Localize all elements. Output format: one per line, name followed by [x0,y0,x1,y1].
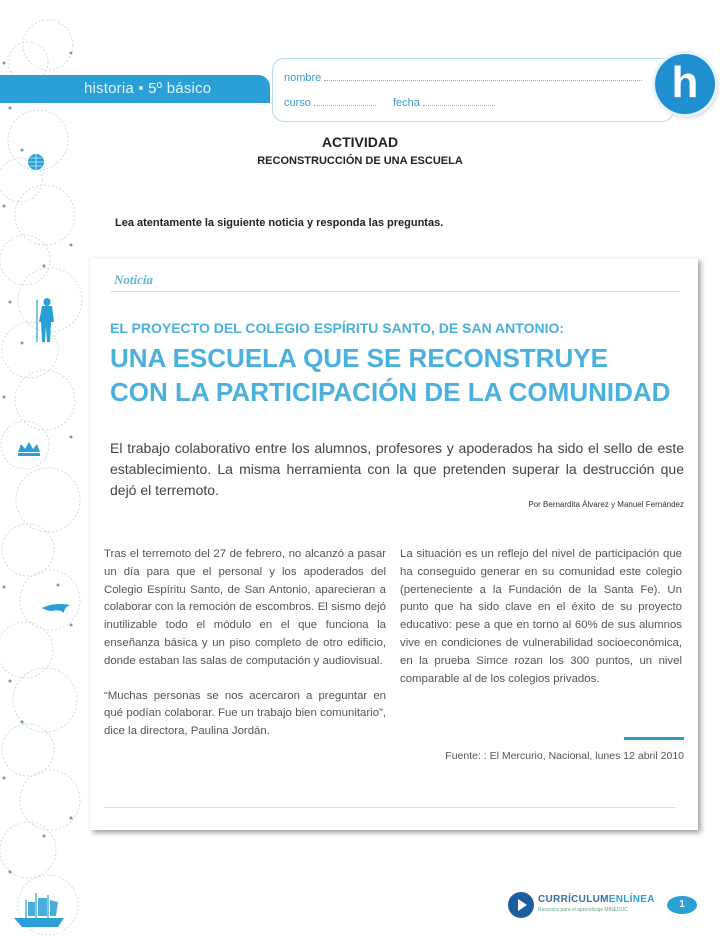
footer-brand [538,894,655,905]
curriculum-play-logo-icon [508,892,534,918]
news-kicker: EL PROYECTO DEL COLEGIO ESPÍRITU SANTO, DE SAN ANTONIO: [110,320,565,336]
source-accent-bar [624,737,684,740]
footer-tagline: Recursos para el aprendizaje MINEDUC [538,907,628,913]
page-number-badge: 1 [667,896,697,914]
card-bottom-divider [104,807,676,808]
headline-line-1: UNA ESCUELA QUE SE RECONSTRUYE [110,343,608,373]
article-paragraph: Tras el terremoto del 27 de febrero, no alcanzó a pasar un día para que el personal y los apoderados del Colegio Espíritu Santo, de San Antonio, aparecieran a colaborar con la remoción de escombros. El sismo dejó inutilizable todo el módulo en el que funciona la enseñanza básica y un piso completo de otro edificio, donde estaban las salas de computación y audiovisual. [104,548,386,667]
news-card [90,258,698,830]
fecha-input-line[interactable] [423,105,495,106]
student-info-box [272,58,674,122]
article-column-right [400,546,682,705]
historia-logo-icon: h [655,54,715,114]
curso-field[interactable] [284,97,376,109]
explorer-figure-icon [37,298,54,342]
footer-brand-part1: CURRÍCULUM [538,894,609,905]
footer-brand-part2: ENLÍNEA [608,894,655,905]
news-headline [110,341,670,409]
news-lead: El trabajo colaborativo entre los alumnos, profesores y apoderados ha sido el sello de este establecimiento. La misma herramienta con la que pretenden superar la destrucción que dejó el terremoto. [110,440,684,498]
instruction-text: Lea atentamente la siguiente noticia y responda las preguntas. [115,217,444,229]
article-paragraph: La situación es un reflejo del nivel de participación que ha conseguido generar en su comunidad este colegio (perteneciente a la Fundación de la Santa Fe). Un punto que ha sido clave en el éxito de su proyecto educativo: pese a que en torno al 60% de sus alumnos vive en condiciones de vulnerabilidad socioeconómica, en la prueba Simce rozan los 300 puntos, un nivel comparable al de los colegios privados. [400,548,682,685]
subject-grade-banner [0,75,270,103]
nombre-field[interactable] [284,72,642,84]
crown-icon [18,442,40,456]
news-source: Fuente: : El Mercurio, Nacional, lunes 12 abril 2010 [445,750,684,762]
activity-title: ACTIVIDAD [321,134,399,150]
section-divider [110,291,680,292]
activity-subtitle: RECONSTRUCCIÓN DE UNA ESCUELA [257,155,463,167]
ship-icon [14,893,64,927]
nombre-input-line[interactable] [324,80,642,81]
article-quote: “Muchas personas se nos acercaron a preguntar en qué podían colaborar. Fue un trabajo bien comunitario”, dice la directora, Paulina Jordán. [104,689,386,738]
subject-grade-label: historia • 5º básico [84,80,212,97]
news-section-label: Noticia [114,272,153,287]
news-byline: Por Bernardita Álvarez y Manuel Fernández [528,500,684,509]
nombre-label: nombre [284,72,322,84]
fecha-label: fecha [393,97,420,109]
headline-line-2: CON LA PARTICIPACIÓN DE LA COMUNIDAD [110,377,671,407]
curso-label: curso [284,97,311,109]
bird-icon [42,604,70,613]
curso-input-line[interactable] [314,105,376,106]
fecha-field[interactable] [393,97,495,109]
article-column-left [104,546,386,758]
